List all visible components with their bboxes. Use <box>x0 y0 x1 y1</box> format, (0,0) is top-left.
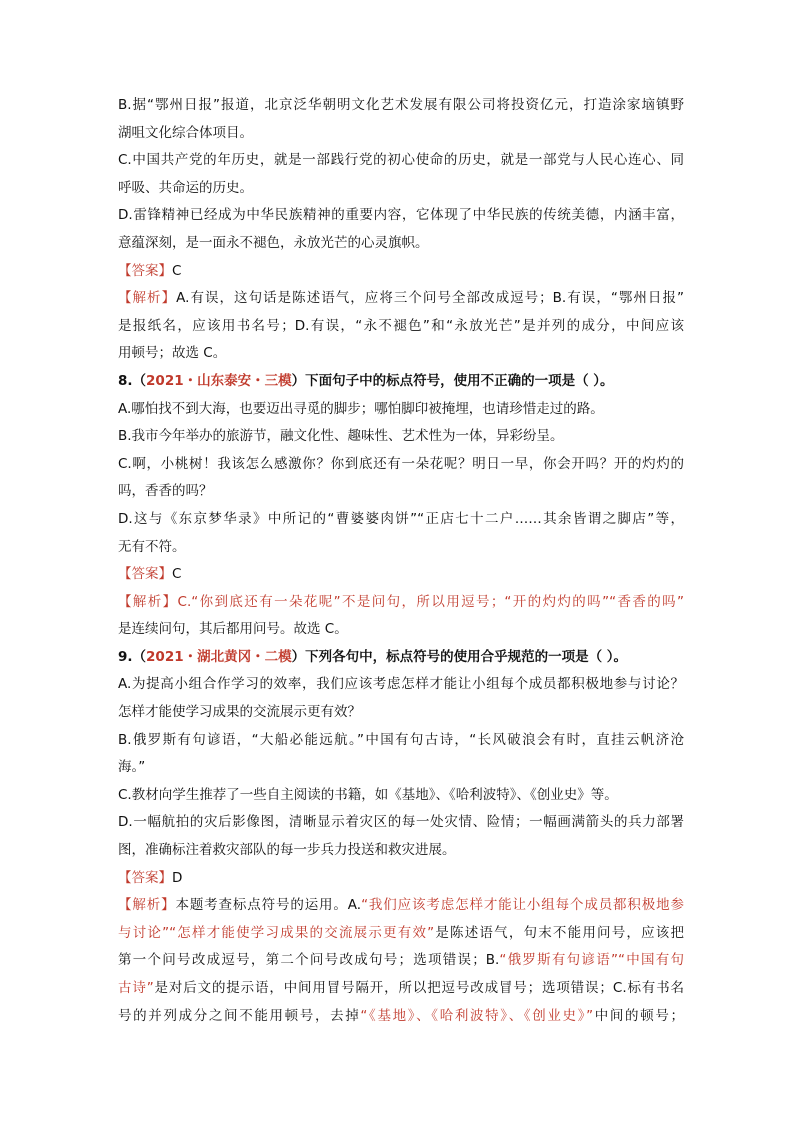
text-segment: C.中国共产党的年历史，就是一部践行党的初心使命的历史，就是一部党与人民心连心、同 <box>118 152 684 169</box>
text-line-33 <box>118 975 684 1003</box>
text-line-6 <box>118 230 684 258</box>
text-segment: 8.（ <box>118 372 147 389</box>
text-line-19 <box>118 589 684 617</box>
text-segment: 【解析】 <box>118 593 178 610</box>
text-segment: C.啊，小桃树！我该怎么感激你？你到底还有一朵花呢？明日一早，你会开吗？开的灼灼的 <box>118 455 684 472</box>
text-line-8 <box>118 285 684 313</box>
text-segment: 2021・湖北黄冈・二模 <box>146 648 292 665</box>
text-segment: ）下面句子中的标点符号，使用不正确的一项是（ ）。 <box>291 372 614 389</box>
text-segment: D <box>172 869 183 886</box>
text-segment: 吗，香香的吗？ <box>118 483 213 500</box>
text-line-12 <box>118 396 684 424</box>
text-line-3 <box>118 147 684 175</box>
text-segment: 【解析】 <box>118 290 177 307</box>
text-segment: A.哪怕找不到大海，也要迈出寻觅的脚步；哪怕脚印被掩埋，也请珍惜走过的路。 <box>118 400 604 417</box>
text-segment: D.这与《东京梦华录》中所记的“曹婆婆肉饼”“正店七十二户……其余皆谓之脚店”等， <box>118 510 684 527</box>
text-line-21 <box>118 644 684 672</box>
text-segment: B.俄罗斯有句谚语，“大船必能远航。”中国有句古诗，“长风破浪会有时，直挂云帆济沧 <box>118 731 684 748</box>
text-segment: 号的并列成分之间不能用顿号，去掉 <box>118 1007 361 1024</box>
text-line-10 <box>118 340 684 368</box>
text-line-30 <box>118 892 684 920</box>
text-line-34 <box>118 1003 684 1031</box>
text-line-2 <box>118 120 684 148</box>
text-line-20 <box>118 616 684 644</box>
document-body <box>118 92 684 1030</box>
text-line-27 <box>118 809 684 837</box>
text-line-5 <box>118 202 684 230</box>
text-segment: 【解析】 <box>118 897 176 914</box>
text-line-13 <box>118 423 684 451</box>
text-segment: D.一幅航拍的灾后影像图，清晰显示着灾区的每一处灾情、险情；一幅画满箭头的兵力部署 <box>118 814 684 831</box>
text-segment: 呼吸、共命运的历史。 <box>118 179 253 196</box>
text-segment: 与讨论”“怎样才能使学习成果的交流展示更有效” <box>118 924 435 941</box>
text-line-9 <box>118 313 684 341</box>
text-segment: 用顿号；故选 C。 <box>118 345 227 362</box>
text-segment: C <box>172 566 182 583</box>
text-segment: “开的灼灼的吗”“香香的吗” <box>504 593 684 610</box>
text-line-22 <box>118 671 684 699</box>
text-segment: 怎样才能使学习成果的交流展示更有效？ <box>118 704 361 721</box>
text-line-11 <box>118 368 684 396</box>
text-segment: D.雷锋精神已经成为中华民族精神的重要内容，它体现了中华民族的传统美德，内涵丰富， <box>118 207 684 224</box>
text-line-31 <box>118 920 684 948</box>
text-segment: 本题考查标点符号的运用。A. <box>175 897 362 914</box>
text-segment: 湖咀文化综合体项目。 <box>118 124 253 141</box>
text-line-28 <box>118 837 684 865</box>
text-line-24 <box>118 727 684 755</box>
text-segment: “《基地》、《哈利波特》、《创业史》” <box>360 1007 594 1024</box>
text-segment: B.我市今年举办的旅游节，融文化性、趣味性、艺术性为一体，异彩纷呈。 <box>118 428 564 445</box>
text-segment: 是陈述语气，句末不能用问号，应该把 <box>434 924 685 941</box>
text-segment: 【答案】 <box>118 262 172 279</box>
text-segment: 第一个问号改成逗号，第二个问号改成句号；选项错误；B. <box>118 952 500 969</box>
text-line-4 <box>118 175 684 203</box>
text-segment: C.“你到底还有一朵花呢”不是问句，所以用逗号； <box>177 593 505 610</box>
text-line-18 <box>118 561 684 589</box>
text-line-1 <box>118 92 684 120</box>
text-segment: 图，准确标注着救灾部队的每一步兵力投送和救灾进展。 <box>118 842 456 859</box>
text-line-15 <box>118 478 684 506</box>
text-segment: C.教材向学生推荐了一些自主阅读的书籍，如《基地》、《哈利波特》、《创业史》等。 <box>118 786 618 803</box>
text-segment: 意蕴深刻，是一面永不褪色，永放光芒的心灵旗帜。 <box>118 234 429 251</box>
text-segment: 是连续问句，其后都用问号。故选 C。 <box>118 621 348 638</box>
text-line-7 <box>118 258 684 286</box>
text-segment: ）下列各句中，标点符号的使用合乎规范的一项是（ ）。 <box>291 648 628 665</box>
text-line-32 <box>118 947 684 975</box>
text-segment: “我们应该考虑怎样才能让小组每个成员都积极地参 <box>361 897 685 914</box>
text-segment: 2021・山东泰安・三模 <box>146 372 292 389</box>
text-segment: 是对后文的提示语，中间用冒号隔开，所以把逗号改成冒号；选项错误；C.标有书名 <box>153 980 685 996</box>
text-segment: “俄罗斯有句谚语”“中国有句 <box>499 952 684 969</box>
text-line-14 <box>118 451 684 479</box>
text-segment: 9.（ <box>118 648 147 665</box>
text-segment: 中间的顿号； <box>593 1007 684 1024</box>
text-segment: A.有误，这句话是陈述语气，应将三个问号全部改成逗号；B.有误，“鄂州日报” <box>176 290 684 307</box>
text-segment: C <box>172 262 182 279</box>
text-segment: B.据“鄂州日报”报道，北京泛华朝明文化艺术发展有限公司将投资亿元，打造涂家垴镇野 <box>118 97 684 113</box>
text-segment: A.为提高小组合作学习的效率，我们应该考虑怎样才能让小组每个成员都积极地参与讨论？ <box>118 676 684 693</box>
text-line-25 <box>118 754 684 782</box>
text-line-29 <box>118 865 684 893</box>
text-segment: 是报纸名，应该用书名号；D.有误，“永不褪色”和“永放光芒”是并列的成分，中间应该 <box>118 317 684 334</box>
text-line-16 <box>118 506 684 534</box>
text-line-17 <box>118 534 684 562</box>
text-segment: 无有不符。 <box>118 538 186 555</box>
text-line-23 <box>118 699 684 727</box>
text-segment: 海。” <box>118 759 146 776</box>
text-segment: 【答案】 <box>118 566 172 583</box>
text-segment: 古诗” <box>118 980 154 996</box>
text-line-26 <box>118 782 684 810</box>
text-segment: 【答案】 <box>118 869 172 886</box>
